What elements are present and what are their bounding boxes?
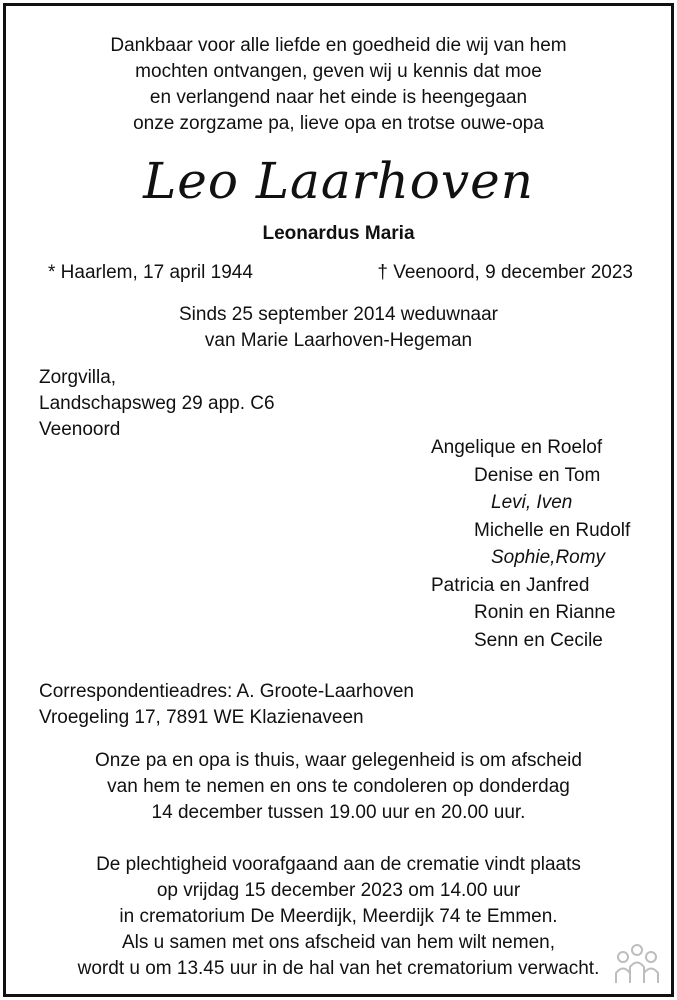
- widower-line: Sinds 25 september 2014 weduwnaar: [179, 304, 498, 325]
- intro-line: Dankbaar voor alle liefde en goedheid die wij van hem: [110, 35, 567, 56]
- deceased-full-name: Leonardus Maria: [262, 223, 415, 244]
- family-member: Angelique en Roelof: [431, 437, 603, 458]
- intro-line: mochten ontvangen, geven wij u kennis dat moe: [135, 61, 542, 82]
- ceremony-line: in crematorium De Meerdijk, Meerdijk 74 te Emmen.: [119, 906, 558, 927]
- intro-text: [6, 33, 671, 137]
- address-line: Landschapsweg 29 app. C6: [39, 393, 275, 414]
- intro-line: onze zorgzame pa, lieve opa en trotse ouwe-opa: [133, 113, 544, 134]
- visitation-line: van hem te nemen en ons te condoleren op donderdag: [107, 776, 570, 797]
- family-member: Patricia en Janfred: [431, 574, 590, 596]
- deceased-name: Leo Laarhoven: [143, 152, 534, 210]
- family-member: Senn en Cecile: [474, 629, 603, 651]
- birth-info: * Haarlem, 17 april 1944: [48, 262, 253, 283]
- family-member: Ronin en Rianne: [474, 602, 616, 623]
- correspondence-address: [39, 679, 414, 731]
- correspondence-line: Vroegeling 17, 7891 WE Klazienaveen: [39, 707, 364, 728]
- death-info: † Veenoord, 9 december 2023: [377, 262, 633, 283]
- address-line: Zorgvilla,: [39, 367, 117, 388]
- family-member-children: Levi, Iven: [491, 492, 573, 513]
- people-group-icon: [612, 941, 662, 985]
- obituary-card: [3, 3, 674, 997]
- family-member: Denise en Tom: [474, 464, 601, 486]
- visitation-line: 14 december tussen 19.00 uur en 20.00 uur.: [151, 802, 526, 823]
- correspondence-line: Correspondentieadres: A. Groote-Laarhoven: [39, 681, 414, 702]
- family-list: [431, 434, 630, 654]
- ceremony-line: De plechtigheid voorafgaand aan de crematie vindt plaats: [96, 854, 581, 875]
- ceremony-line: wordt u om 13.45 uur in de hal van het crematorium verwacht.: [77, 958, 600, 979]
- ceremony-text: [6, 852, 671, 982]
- visitation-text: [6, 748, 671, 826]
- family-member: Michelle en Rudolf: [474, 519, 631, 541]
- visitation-line: Onze pa en opa is thuis, waar gelegenheid is om afscheid: [95, 750, 582, 771]
- widower-text: [6, 302, 671, 354]
- family-member-children: Sophie,Romy: [491, 547, 606, 568]
- widower-line: van Marie Laarhoven-Hegeman: [204, 330, 473, 351]
- address-line: Veenoord: [39, 419, 121, 440]
- home-address: [39, 365, 275, 443]
- intro-line: en verlangend naar het einde is heengegaan: [149, 87, 528, 108]
- ceremony-line: Als u samen met ons afscheid van hem wilt nemen,: [122, 932, 555, 953]
- ceremony-line: op vrijdag 15 december 2023 om 14.00 uur: [156, 880, 521, 901]
